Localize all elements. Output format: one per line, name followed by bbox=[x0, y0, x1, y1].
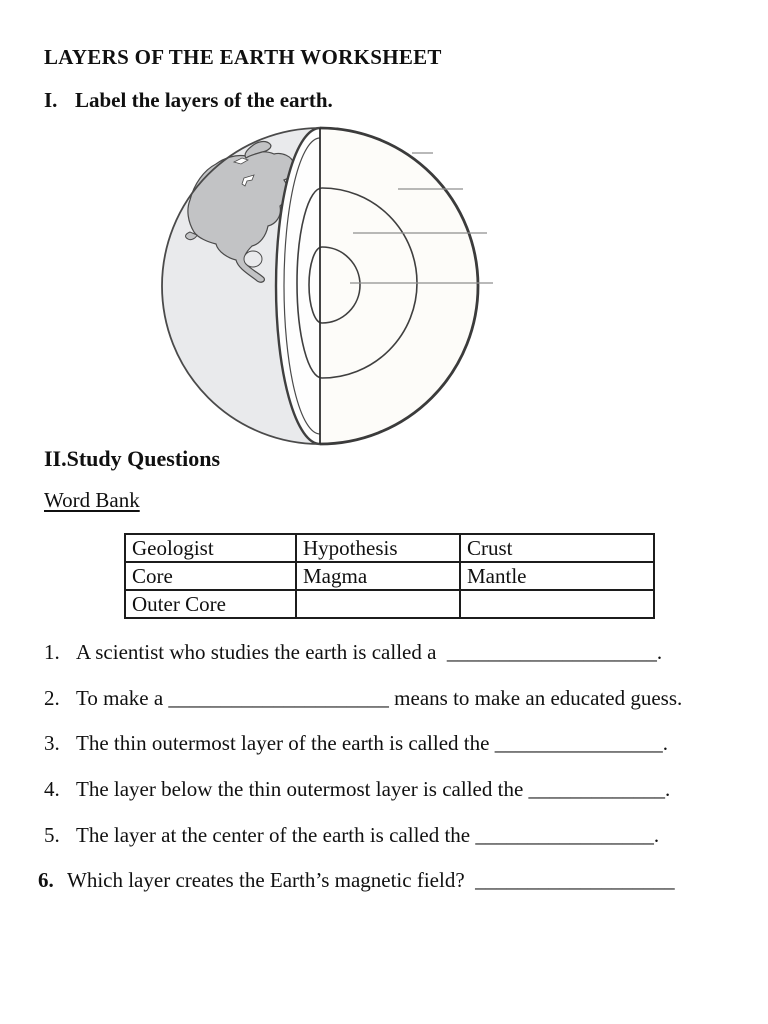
question-1-text: A scientist who studies the earth is called a bbox=[76, 640, 447, 664]
word-bank-row bbox=[125, 590, 654, 618]
word-bank-cell bbox=[296, 590, 460, 618]
word-bank-cell: Crust bbox=[460, 534, 654, 562]
question-1-number: 1. bbox=[44, 640, 60, 664]
word-bank-cell: Mantle bbox=[460, 562, 654, 590]
question-5-text: The layer at the center of the earth is called the bbox=[76, 823, 476, 847]
question-5-period: . bbox=[653, 823, 660, 847]
question-3 bbox=[44, 731, 668, 755]
question-1-period: . bbox=[656, 640, 663, 664]
question-3-answer-blank[interactable]: ________________ bbox=[494, 731, 663, 755]
question-3-number: 3. bbox=[44, 731, 60, 755]
question-2-number: 2. bbox=[44, 686, 60, 710]
word-bank-row bbox=[125, 534, 654, 562]
word-bank-table bbox=[124, 533, 655, 619]
word-bank-cell: Magma bbox=[296, 562, 460, 590]
page-title: LAYERS OF THE EARTH WORKSHEET bbox=[44, 45, 442, 69]
word-bank-label: Word Bank bbox=[44, 488, 140, 512]
question-4-answer-blank[interactable]: _____________ bbox=[528, 777, 666, 801]
question-4-number: 4. bbox=[44, 777, 60, 801]
question-4-text: The layer below the thin outermost layer is called the bbox=[76, 777, 529, 801]
question-1-answer-blank[interactable]: ____________________ bbox=[446, 640, 657, 664]
question-3-text: The thin outermost layer of the earth is called the bbox=[76, 731, 495, 755]
question-3-period: . bbox=[662, 731, 668, 755]
question-5-answer-blank[interactable]: _________________ bbox=[475, 823, 654, 847]
section-1-heading bbox=[44, 88, 333, 113]
word-bank-row bbox=[125, 562, 654, 590]
question-2-text: To make a bbox=[76, 686, 169, 710]
question-2-text-after: means to make an educated guess. bbox=[388, 686, 683, 710]
question-5-number: 5. bbox=[44, 823, 60, 847]
question-6-text: Which layer creates the Earth’s magnetic field? bbox=[67, 868, 476, 892]
word-bank-cell: Hypothesis bbox=[296, 534, 460, 562]
section-1-label: Label the layers of the earth. bbox=[75, 88, 333, 112]
question-2 bbox=[44, 686, 682, 710]
word-bank-cell bbox=[460, 590, 654, 618]
question-4-period: . bbox=[665, 777, 671, 801]
word-bank-cell: Core bbox=[125, 562, 296, 590]
question-2-answer-blank[interactable]: _____________________ bbox=[168, 686, 389, 710]
word-bank-cell: Geologist bbox=[125, 534, 296, 562]
question-6 bbox=[38, 868, 675, 892]
question-5 bbox=[44, 823, 659, 847]
question-6-number: 6. bbox=[38, 868, 54, 892]
question-4 bbox=[44, 777, 670, 801]
gulf-of-mexico-bite bbox=[244, 251, 262, 267]
question-1 bbox=[44, 640, 662, 664]
cut-section-face bbox=[320, 128, 478, 444]
earth-cutaway-diagram bbox=[150, 112, 500, 452]
section-2-heading: II.Study Questions bbox=[44, 446, 221, 471]
word-bank-cell: Outer Core bbox=[125, 590, 296, 618]
question-6-answer-blank[interactable]: ___________________ bbox=[475, 868, 675, 892]
section-1-numeral: I. bbox=[44, 88, 58, 112]
